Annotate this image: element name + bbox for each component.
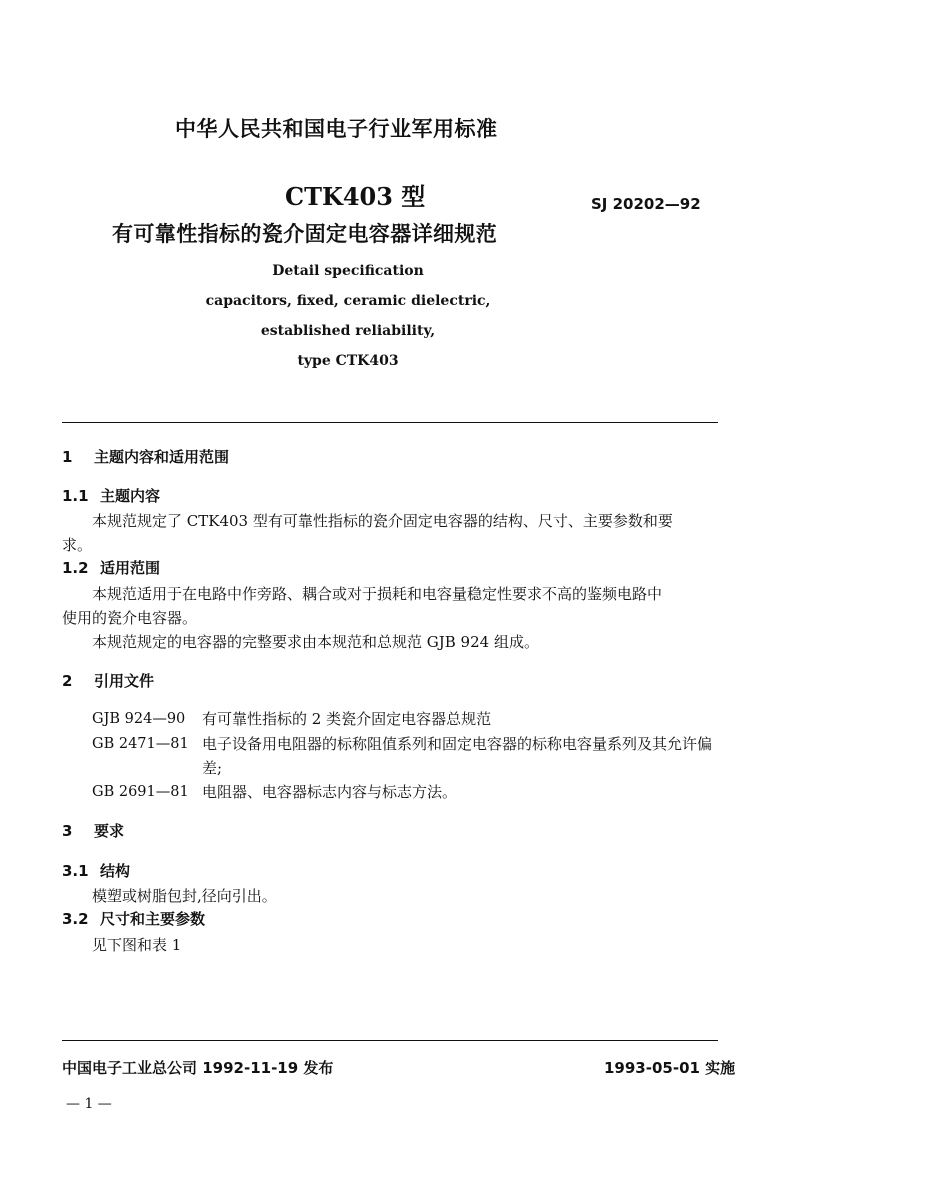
- footer-divider: [62, 1040, 718, 1041]
- section-title: 主题内容和适用范围: [94, 448, 230, 466]
- section-title: 结构: [100, 862, 131, 880]
- paragraph-line: 模塑或树脂包封,径向引出。: [92, 887, 277, 905]
- issuing-standard-heading: 中华人民共和国电子行业军用标准: [175, 117, 498, 141]
- section-title: 主题内容: [100, 487, 161, 505]
- english-title-line: Detail specification: [272, 263, 424, 279]
- english-title-line: type CTK403: [297, 353, 399, 369]
- paragraph-line: 见下图和表 1: [92, 936, 182, 954]
- section-heading-1-1: [62, 485, 160, 506]
- section-number: 2: [62, 672, 73, 690]
- section-number: 1.1: [62, 487, 89, 505]
- english-title-line: established reliability,: [260, 323, 436, 339]
- title-model: CTK403 型: [285, 182, 426, 211]
- paragraph-line: 求。: [62, 536, 93, 554]
- section-title: 要求: [94, 822, 125, 840]
- section-title: 适用范围: [100, 559, 161, 577]
- section-number: 1.2: [62, 559, 89, 577]
- english-title-line: capacitors, fixed, ceramic dielectric,: [205, 293, 491, 309]
- paragraph-line: 使用的瓷介电容器。: [62, 609, 198, 627]
- section-number: 1: [62, 448, 73, 466]
- paragraph-line: 本规范规定的电容器的完整要求由本规范和总规范 GJB 924 组成。: [92, 633, 539, 651]
- section-number: 3: [62, 822, 73, 840]
- section-heading-2: [62, 670, 154, 691]
- paragraph-line: 本规范适用于在电路中作旁路、耦合或对于损耗和电容量稳定性要求不高的鉴频电路中: [92, 585, 663, 603]
- section-heading-3: [62, 820, 124, 841]
- section-heading-3-1: [62, 860, 130, 881]
- section-number: 3.1: [62, 862, 89, 880]
- effective-date: 1993-05-01 实施: [604, 1059, 736, 1077]
- reference-code: GJB 924—90: [92, 711, 186, 727]
- reference-title: 电子设备用电阻器的标称阻值系列和固定电容器的标称电容量系列及其允许偏差;: [202, 735, 713, 777]
- reference-code: GB 2471—81: [92, 736, 189, 752]
- reference-title: 有可靠性指标的 2 类瓷介固定电容器总规范: [202, 710, 492, 728]
- section-title: 引用文件: [94, 672, 155, 690]
- section-heading-1-2: [62, 557, 160, 578]
- paragraph-line: 本规范规定了 CTK403 型有可靠性指标的瓷介固定电容器的结构、尺寸、主要参数和要: [92, 512, 673, 530]
- standard-code: SJ 20202—92: [591, 195, 701, 213]
- section-heading-1: [62, 446, 229, 467]
- document-title: 有可靠性指标的瓷介固定电容器详细规范: [112, 222, 498, 246]
- page-number: — 1 —: [66, 1096, 112, 1112]
- issue-date: 中国电子工业总公司 1992-11-19 发布: [62, 1059, 334, 1077]
- reference-code: GB 2691—81: [92, 784, 189, 800]
- section-number: 3.2: [62, 910, 89, 928]
- header-divider: [62, 422, 718, 423]
- reference-title: 电阻器、电容器标志内容与标志方法。: [202, 783, 458, 801]
- section-heading-3-2: [62, 908, 205, 929]
- section-title: 尺寸和主要参数: [100, 910, 206, 928]
